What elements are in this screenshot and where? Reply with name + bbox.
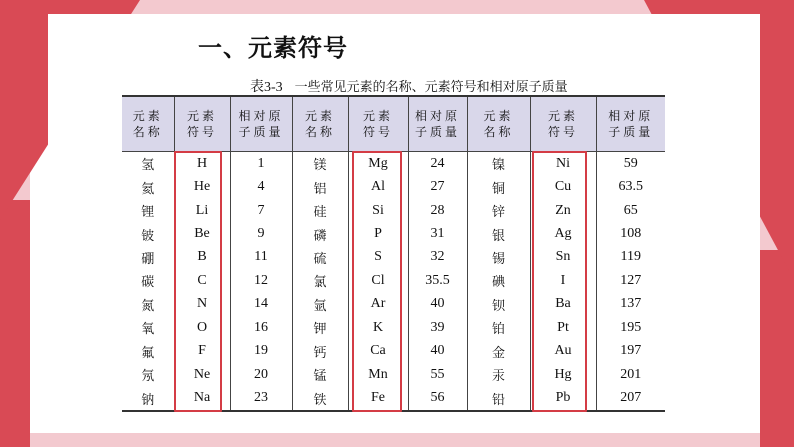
atomic-mass-cell: 197 [596, 340, 665, 363]
column-header-line: 元素 [186, 109, 217, 123]
column-header-line: 子质量 [238, 125, 284, 139]
element-name-cell: 汞 [467, 363, 530, 386]
column-header-line: 名称 [304, 125, 335, 139]
element-name-cell: 碘 [467, 269, 530, 292]
atomic-mass-cell: 24 [408, 152, 467, 176]
column-header-line: 相对原 [414, 109, 460, 123]
atomic-mass-cell: 14 [230, 293, 292, 316]
element-name-cell: 钠 [122, 386, 174, 411]
atomic-mass-cell: 56 [408, 386, 467, 411]
element-symbol-cell: N [174, 293, 230, 316]
element-symbol-cell: Ag [530, 222, 596, 245]
element-name-cell: 镁 [292, 152, 348, 176]
element-symbol-cell: Al [348, 175, 408, 198]
atomic-mass-cell: 55 [408, 363, 467, 386]
atomic-mass-cell: 11 [230, 246, 292, 269]
atomic-mass-cell: 65 [596, 199, 665, 222]
column-header-line: 子质量 [608, 125, 654, 139]
element-symbol-cell: Ar [348, 293, 408, 316]
element-symbol-cell: Li [174, 199, 230, 222]
atomic-mass-cell: 35.5 [408, 269, 467, 292]
table-header-row [122, 96, 665, 152]
element-name-cell: 钾 [292, 316, 348, 339]
atomic-mass-cell: 201 [596, 363, 665, 386]
element-symbol-cell: P [348, 222, 408, 245]
element-symbol-cell: Sn [530, 246, 596, 269]
element-name-cell: 氯 [292, 269, 348, 292]
element-symbol-cell: I [530, 269, 596, 292]
element-symbol-cell: Cu [530, 175, 596, 198]
table-caption-text: 一些常见元素的名称、元素符号和相对原子质量 [294, 80, 568, 95]
element-name-cell: 钡 [467, 293, 530, 316]
symbol-highlight-box [174, 151, 222, 412]
column-header-line: 子质量 [414, 125, 460, 139]
element-name-cell: 锡 [467, 246, 530, 269]
element-name-cell: 锌 [467, 199, 530, 222]
column-header-line: 相对原 [608, 109, 654, 123]
atomic-mass-cell: 32 [408, 246, 467, 269]
element-name-cell: 硅 [292, 199, 348, 222]
element-symbol-cell: Ne [174, 363, 230, 386]
element-name-cell: 氢 [122, 152, 174, 176]
element-symbol-cell: Hg [530, 363, 596, 386]
element-symbol-cell: B [174, 246, 230, 269]
element-symbol-cell: F [174, 340, 230, 363]
bottom-decor-bar [0, 433, 794, 447]
element-symbol-cell: H [174, 152, 230, 176]
atomic-mass-cell: 12 [230, 269, 292, 292]
atomic-mass-cell: 4 [230, 175, 292, 198]
element-name-cell: 铝 [292, 175, 348, 198]
atomic-mass-cell: 63.5 [596, 175, 665, 198]
element-name-cell: 氧 [122, 316, 174, 339]
atomic-mass-cell: 195 [596, 316, 665, 339]
element-symbol-cell: Mn [348, 363, 408, 386]
atomic-mass-cell: 39 [408, 316, 467, 339]
column-header [530, 96, 596, 152]
element-name-cell: 氖 [122, 363, 174, 386]
atomic-mass-cell: 7 [230, 199, 292, 222]
element-name-cell: 氟 [122, 340, 174, 363]
element-name-cell: 铜 [467, 175, 530, 198]
element-name-cell: 氩 [292, 293, 348, 316]
atomic-mass-cell: 40 [408, 340, 467, 363]
element-name-cell: 铅 [467, 386, 530, 411]
atomic-mass-cell: 23 [230, 386, 292, 411]
element-name-cell: 钙 [292, 340, 348, 363]
element-symbol-cell: O [174, 316, 230, 339]
element-symbol-cell: Ni [530, 152, 596, 176]
column-header-line: 符号 [547, 125, 578, 139]
element-symbol-cell: Be [174, 222, 230, 245]
element-symbol-cell: Si [348, 199, 408, 222]
atomic-mass-cell: 19 [230, 340, 292, 363]
element-name-cell: 镍 [467, 152, 530, 176]
element-symbol-cell: Pb [530, 386, 596, 411]
column-header [292, 96, 348, 152]
left-decor-stripe-dark [0, 200, 30, 447]
atomic-mass-cell: 119 [596, 246, 665, 269]
column-header-line: 元素 [362, 109, 393, 123]
column-header [408, 96, 467, 152]
column-header-line: 符号 [362, 125, 393, 139]
atomic-mass-cell: 207 [596, 386, 665, 411]
element-name-cell: 氦 [122, 175, 174, 198]
column-header [122, 96, 174, 152]
column-header [467, 96, 530, 152]
element-symbol-cell: Mg [348, 152, 408, 176]
element-symbol-cell: C [174, 269, 230, 292]
element-symbol-cell: Au [530, 340, 596, 363]
element-name-cell: 氮 [122, 293, 174, 316]
column-header [174, 96, 230, 152]
atomic-mass-cell: 31 [408, 222, 467, 245]
element-symbol-cell: Fe [348, 386, 408, 411]
element-name-cell: 铍 [122, 222, 174, 245]
atomic-mass-cell: 108 [596, 222, 665, 245]
atomic-mass-cell: 1 [230, 152, 292, 176]
column-header [230, 96, 292, 152]
element-name-cell: 锂 [122, 199, 174, 222]
symbol-highlight-box [352, 151, 402, 412]
column-header-line: 元素 [547, 109, 578, 123]
element-name-cell: 锰 [292, 363, 348, 386]
element-symbol-cell: Na [174, 386, 230, 411]
column-header-line: 名称 [132, 125, 163, 139]
atomic-mass-cell: 127 [596, 269, 665, 292]
slide-heading: 一、元素符号 [198, 34, 348, 62]
column-header-line: 元素 [304, 109, 335, 123]
atomic-mass-cell: 16 [230, 316, 292, 339]
atomic-mass-cell: 20 [230, 363, 292, 386]
atomic-mass-cell: 59 [596, 152, 665, 176]
element-symbol-cell: Ca [348, 340, 408, 363]
table-caption [250, 76, 568, 96]
atomic-mass-cell: 27 [408, 175, 467, 198]
element-symbol-cell: Zn [530, 199, 596, 222]
element-symbol-cell: Ba [530, 293, 596, 316]
atomic-mass-cell: 40 [408, 293, 467, 316]
column-header-line: 符号 [186, 125, 217, 139]
column-header-line: 元素 [132, 109, 163, 123]
element-name-cell: 硫 [292, 246, 348, 269]
element-symbol-cell: K [348, 316, 408, 339]
element-symbol-cell: S [348, 246, 408, 269]
column-header-line: 名称 [483, 125, 514, 139]
element-symbol-cell: He [174, 175, 230, 198]
element-symbol-cell: Cl [348, 269, 408, 292]
element-name-cell: 磷 [292, 222, 348, 245]
element-name-cell: 银 [467, 222, 530, 245]
column-header [348, 96, 408, 152]
atomic-mass-cell: 9 [230, 222, 292, 245]
table-caption-number: 表3-3 [250, 80, 283, 95]
element-name-cell: 碳 [122, 269, 174, 292]
column-header-line: 元素 [483, 109, 514, 123]
element-name-cell: 铁 [292, 386, 348, 411]
atomic-mass-cell: 28 [408, 199, 467, 222]
element-symbol-cell: Pt [530, 316, 596, 339]
column-header-line: 相对原 [238, 109, 284, 123]
element-name-cell: 硼 [122, 246, 174, 269]
atomic-mass-cell: 137 [596, 293, 665, 316]
element-name-cell: 金 [467, 340, 530, 363]
element-table-wrapper [122, 95, 665, 412]
column-header [596, 96, 665, 152]
element-name-cell: 铂 [467, 316, 530, 339]
symbol-highlight-box [532, 151, 587, 412]
